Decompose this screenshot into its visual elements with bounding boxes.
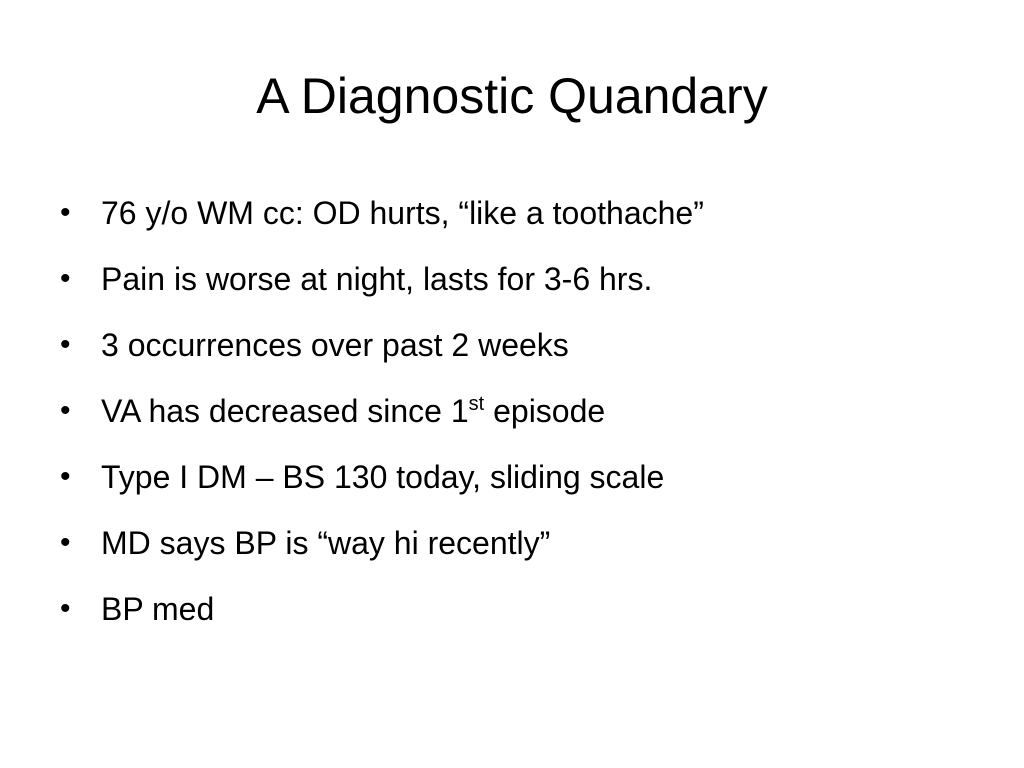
bullet-text: Type I DM – BS 130 today, sliding scale bbox=[101, 459, 665, 495]
bullet-dot: • bbox=[60, 328, 71, 361]
bullet-item bbox=[60, 510, 960, 576]
bullet-text-after: episode bbox=[484, 393, 606, 429]
bullet-dot: • bbox=[60, 460, 71, 493]
slide-title: A Diagnostic Quandary bbox=[256, 68, 768, 124]
bullet-dot: • bbox=[60, 196, 71, 229]
bullet-item bbox=[60, 378, 960, 444]
bullet-dot: • bbox=[60, 394, 71, 427]
bullet-item bbox=[60, 576, 960, 642]
bullet-item bbox=[60, 312, 960, 378]
bullet-dot: • bbox=[60, 592, 71, 625]
bullet-dot: • bbox=[60, 262, 71, 295]
bullet-text bbox=[101, 378, 605, 444]
bullet-list bbox=[60, 180, 960, 642]
bullet-text: 3 occurrences over past 2 weeks bbox=[101, 327, 569, 363]
bullet-text: BP med bbox=[101, 591, 215, 627]
bullet-text: 76 y/o WM cc: OD hurts, “like a toothache” bbox=[101, 195, 704, 231]
bullet-dot: • bbox=[60, 526, 71, 559]
bullet-text: Pain is worse at night, lasts for 3-6 hrs. bbox=[101, 261, 653, 297]
bullet-item bbox=[60, 444, 960, 510]
ordinal-superscript: st bbox=[468, 393, 485, 415]
bullet-text-before: VA has decreased since 1 bbox=[101, 393, 469, 429]
bullet-text: MD says BP is “way hi recently” bbox=[101, 525, 551, 561]
bullet-item bbox=[60, 246, 960, 312]
bullet-item bbox=[60, 180, 960, 246]
